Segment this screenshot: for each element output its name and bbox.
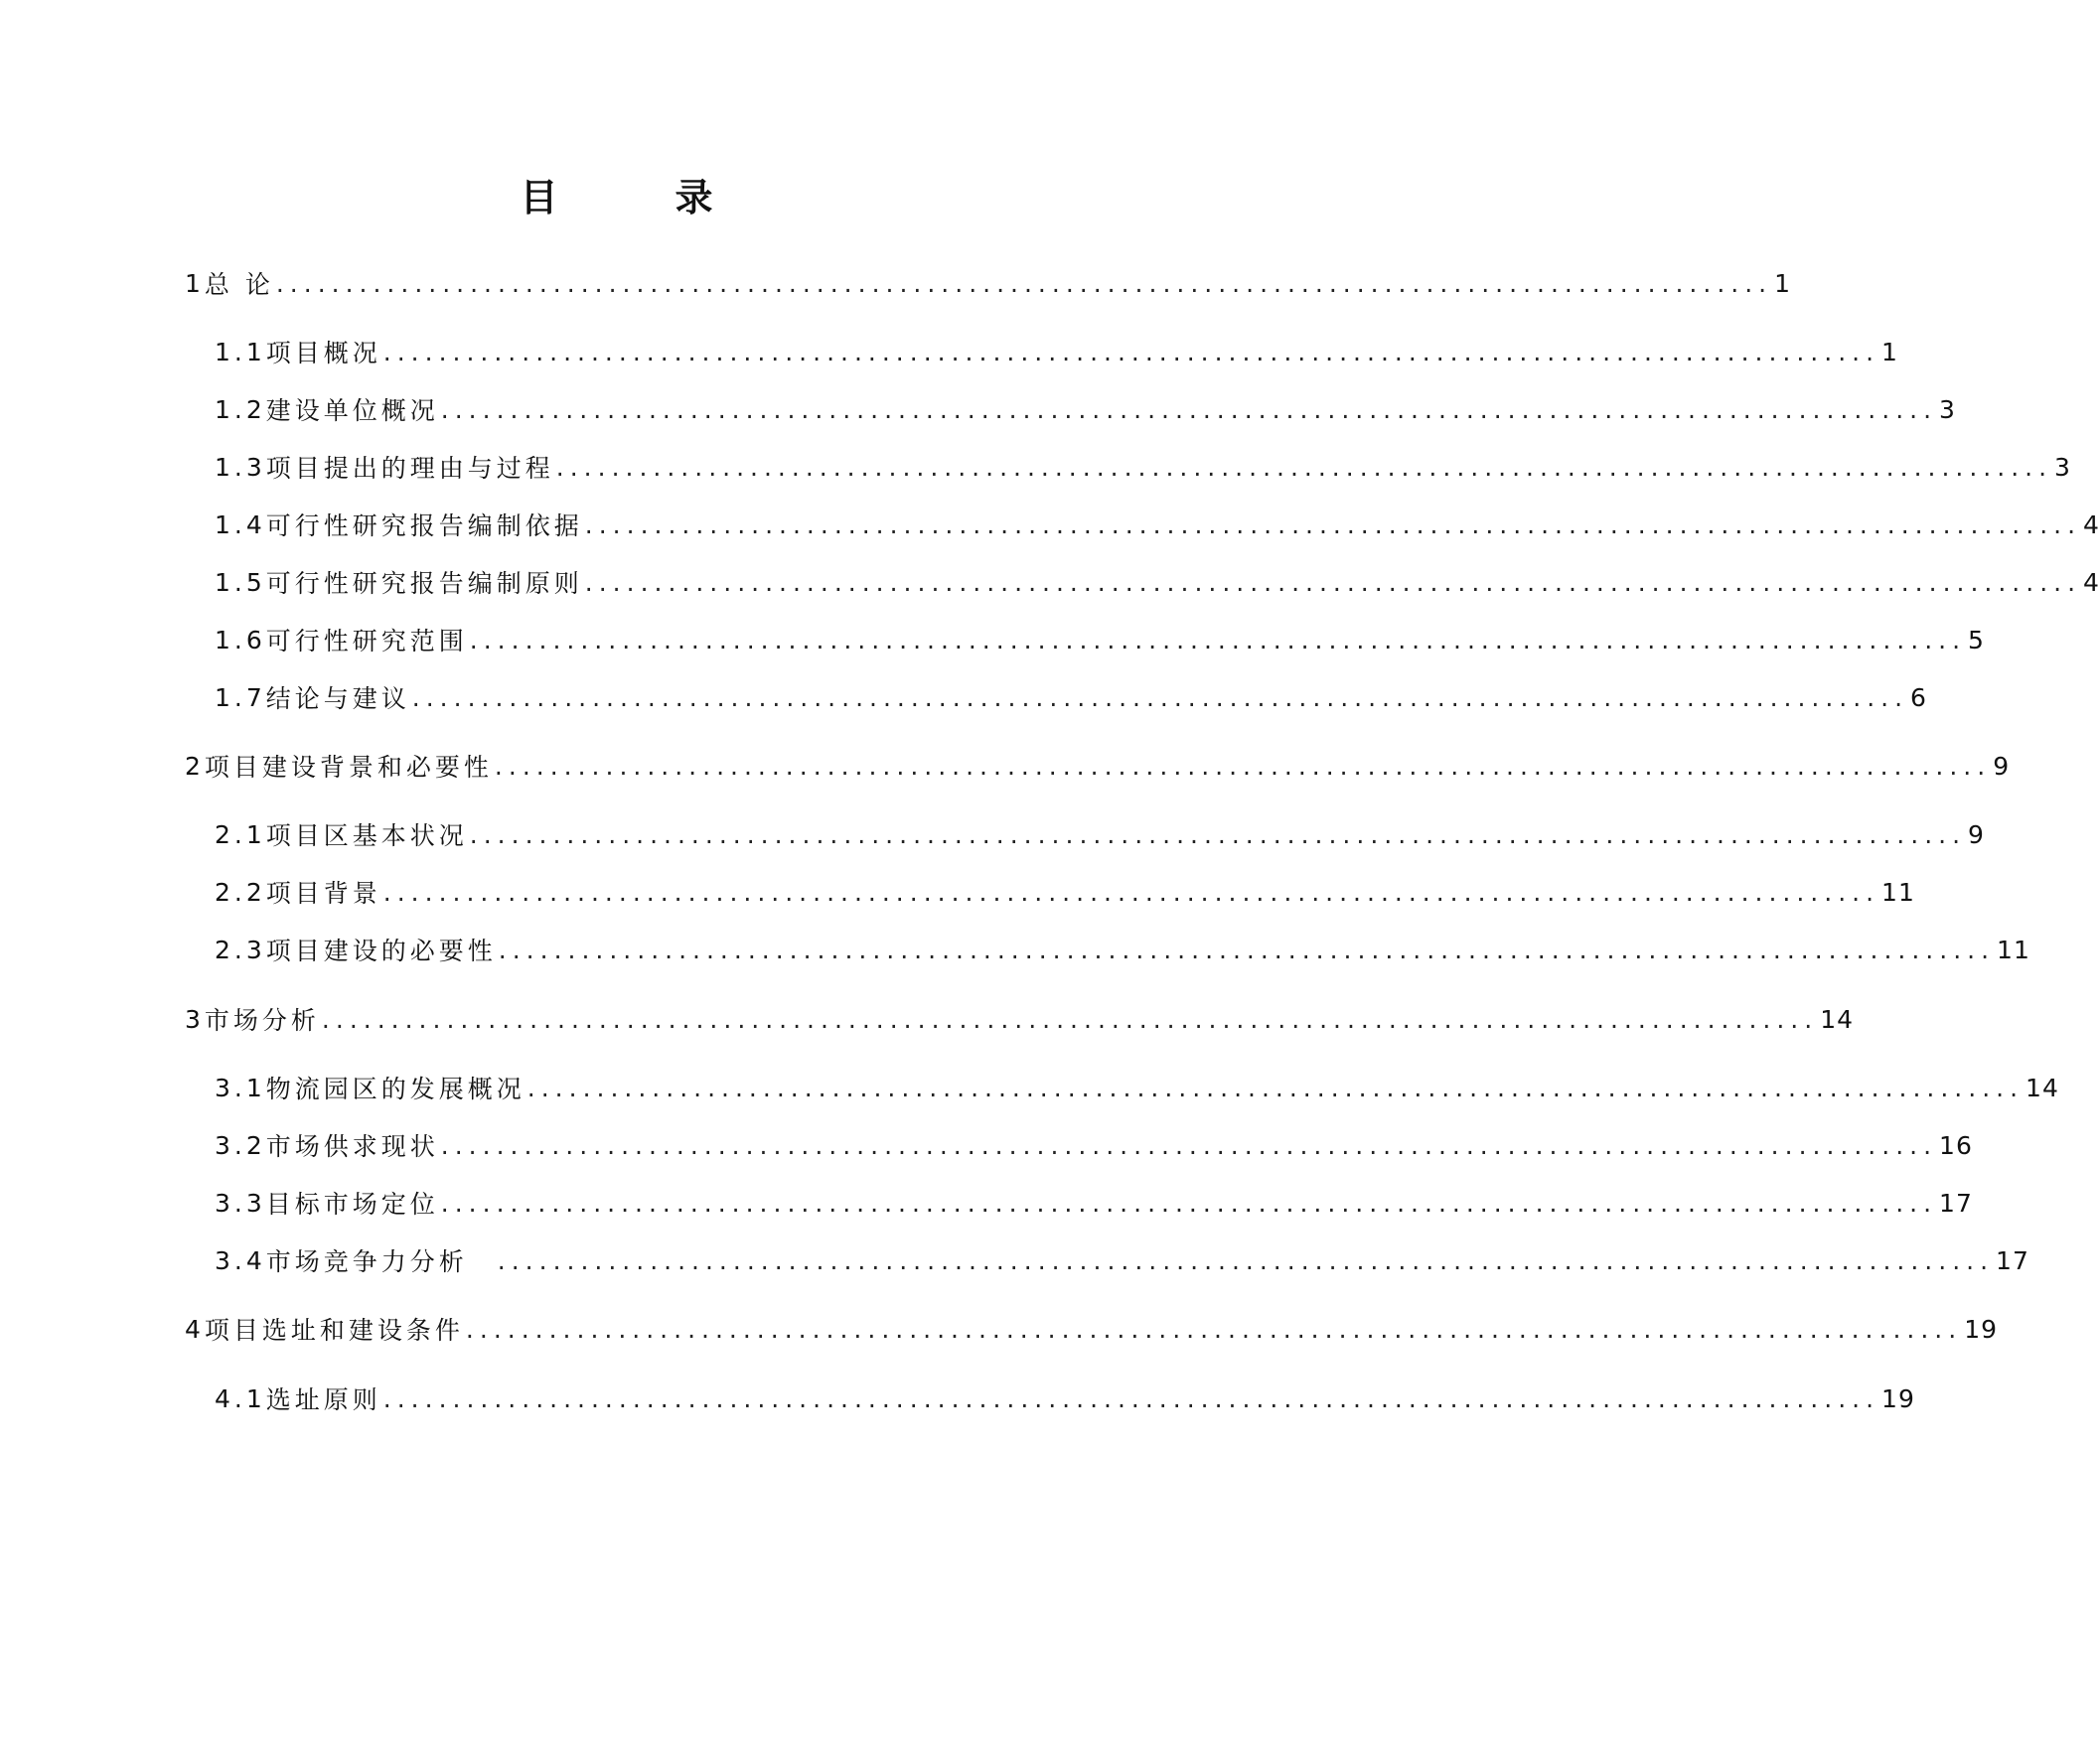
toc-leader-dots: ............................................................................................................ (494, 751, 1992, 781)
toc-entry[interactable] (215, 872, 1915, 912)
toc-entry[interactable] (215, 1183, 1973, 1223)
toc-leader-dots: ............................................................................................................ (275, 268, 1773, 298)
toc-entry-number: 3.4 (215, 1245, 266, 1275)
toc-entry-label: 建设单位概况 (265, 396, 439, 425)
toc-entry-page: 16 (1939, 1130, 1973, 1160)
toc-entry-number: 1.3 (215, 452, 266, 482)
toc-entry-label: 选址原则 (265, 1385, 381, 1414)
toc-leader-dots: ............................................................................................................ (440, 1188, 1938, 1218)
toc-entry-page: 17 (1939, 1188, 1973, 1218)
toc-entry-number: 3.1 (215, 1073, 266, 1102)
toc-entry[interactable] (215, 332, 1898, 371)
toc-entry-label: 总 论 (204, 270, 274, 299)
toc-entry-label: 项目选址和建设条件 (204, 1316, 464, 1345)
toc-leader-dots: ............................................................................................................ (382, 1383, 1880, 1413)
toc-entry-label: 可行性研究范围 (265, 627, 468, 655)
toc-entry[interactable] (185, 263, 1792, 303)
toc-entry[interactable] (215, 814, 1985, 854)
toc-leader-dots: ............................................................................................................ (382, 877, 1880, 907)
toc-entry-number: 1.6 (215, 625, 266, 654)
toc-entry[interactable] (185, 746, 2011, 786)
toc-entry-label: 项目区基本状况 (265, 821, 468, 850)
toc-entry[interactable] (215, 930, 2030, 969)
toc-leader-dots: ............................................................................................................ (321, 1004, 1819, 1034)
toc-entry-page: 5 (1968, 625, 1985, 654)
toc-entry-number: 3.3 (215, 1188, 266, 1218)
toc-entry-label: 项目概况 (265, 339, 381, 367)
toc-entry-page: 3 (1939, 394, 1956, 424)
toc-entry-page: 6 (1910, 682, 1927, 712)
toc-entry-label: 项目提出的理由与过程 (265, 454, 554, 483)
toc-entry[interactable] (215, 389, 1956, 429)
toc-leader-dots: ............................................................................................................ (440, 394, 1938, 424)
toc-entry-page: 9 (1968, 819, 1985, 849)
toc-entry-page: 3 (2054, 452, 2071, 482)
toc-entry-page: 19 (1881, 1383, 1915, 1413)
toc-entry[interactable] (215, 1068, 2059, 1107)
toc-entry-page: 14 (2025, 1073, 2059, 1102)
toc-leader-dots: ............................................................................................................ (469, 625, 1967, 654)
toc-entry-page: 19 (1964, 1314, 1998, 1344)
toc-entry-label: 市场分析 (204, 1006, 320, 1035)
toc-entry-number: 3.2 (215, 1130, 266, 1160)
toc-entry-page: 11 (1881, 877, 1915, 907)
toc-entry-number: 1.1 (215, 337, 266, 366)
toc-entry-page: 1 (1881, 337, 1898, 366)
toc-entry[interactable] (215, 1240, 2029, 1280)
toc-entry[interactable] (215, 447, 2071, 487)
toc-entry[interactable] (215, 620, 1985, 659)
toc-entry-number: 3 (185, 1004, 205, 1034)
toc-entry-number: 2.3 (215, 935, 266, 964)
toc-leader-dots: ............................................................................................................ (497, 1245, 1995, 1275)
toc-entry-page: 4 (2083, 509, 2100, 539)
toc-entry-page: 1 (1774, 268, 1792, 298)
toc-leader-dots: ............................................................................................................ (526, 1073, 2025, 1102)
toc-entry[interactable] (215, 677, 1927, 717)
toc-entry-number: 1.5 (215, 567, 266, 597)
toc-entry-number: 4.1 (215, 1383, 266, 1413)
toc-entry-number: 1.4 (215, 509, 266, 539)
toc-entry[interactable] (215, 1379, 1915, 1418)
toc-entry-label: 项目建设背景和必要性 (204, 753, 493, 782)
toc-entry-label: 目标市场定位 (265, 1190, 439, 1219)
toc-entry-number: 1 (185, 268, 205, 298)
toc-entry-page: 4 (2083, 567, 2100, 597)
toc-entry-number: 1.2 (215, 394, 266, 424)
toc-entry[interactable] (215, 562, 2100, 602)
toc-entry-page: 11 (1997, 935, 2030, 964)
toc-entry-number: 2.1 (215, 819, 266, 849)
toc-leader-dots: ............................................................................................................ (382, 337, 1880, 366)
toc-entry-number: 1.7 (215, 682, 266, 712)
toc-leader-dots: ............................................................................................................ (584, 567, 2082, 597)
toc-entry-page: 17 (1996, 1245, 2029, 1275)
toc-entry-number: 2 (185, 751, 205, 781)
toc-leader-dots: ............................................................................................................ (584, 509, 2082, 539)
toc-entry-label: 项目背景 (265, 879, 381, 908)
toc-entry-number: 2.2 (215, 877, 266, 907)
toc-entry-label: 可行性研究报告编制依据 (265, 511, 583, 540)
toc-leader-dots: ............................................................................................................ (498, 935, 1996, 964)
toc-entry[interactable] (215, 505, 2100, 544)
toc-leader-dots: ............................................................................................................ (440, 1130, 1938, 1160)
toc-leader-dots: ............................................................................................................ (555, 452, 2053, 482)
toc-entry-page: 9 (1993, 751, 2011, 781)
toc-entry-label: 市场竞争力分析 (265, 1247, 468, 1276)
toc-leader-dots: ............................................................................................................ (465, 1314, 1963, 1344)
toc-entry-page: 14 (1820, 1004, 1854, 1034)
toc-entry[interactable] (185, 1309, 1998, 1349)
toc-entry[interactable] (215, 1125, 1973, 1165)
page-title: 目 录 (520, 176, 753, 219)
toc-entry-number: 4 (185, 1314, 205, 1344)
toc-entry[interactable] (185, 999, 1854, 1039)
toc-entry-label: 结论与建议 (265, 684, 410, 713)
toc-entry-label: 可行性研究报告编制原则 (265, 569, 583, 598)
toc-leader-dots: ............................................................................................................ (411, 682, 1909, 712)
toc-entry-label: 项目建设的必要性 (265, 937, 497, 965)
toc-entry-label: 物流园区的发展概况 (265, 1075, 525, 1103)
toc-leader-dots: ............................................................................................................ (469, 819, 1967, 849)
toc-entry-label: 市场供求现状 (265, 1132, 439, 1161)
